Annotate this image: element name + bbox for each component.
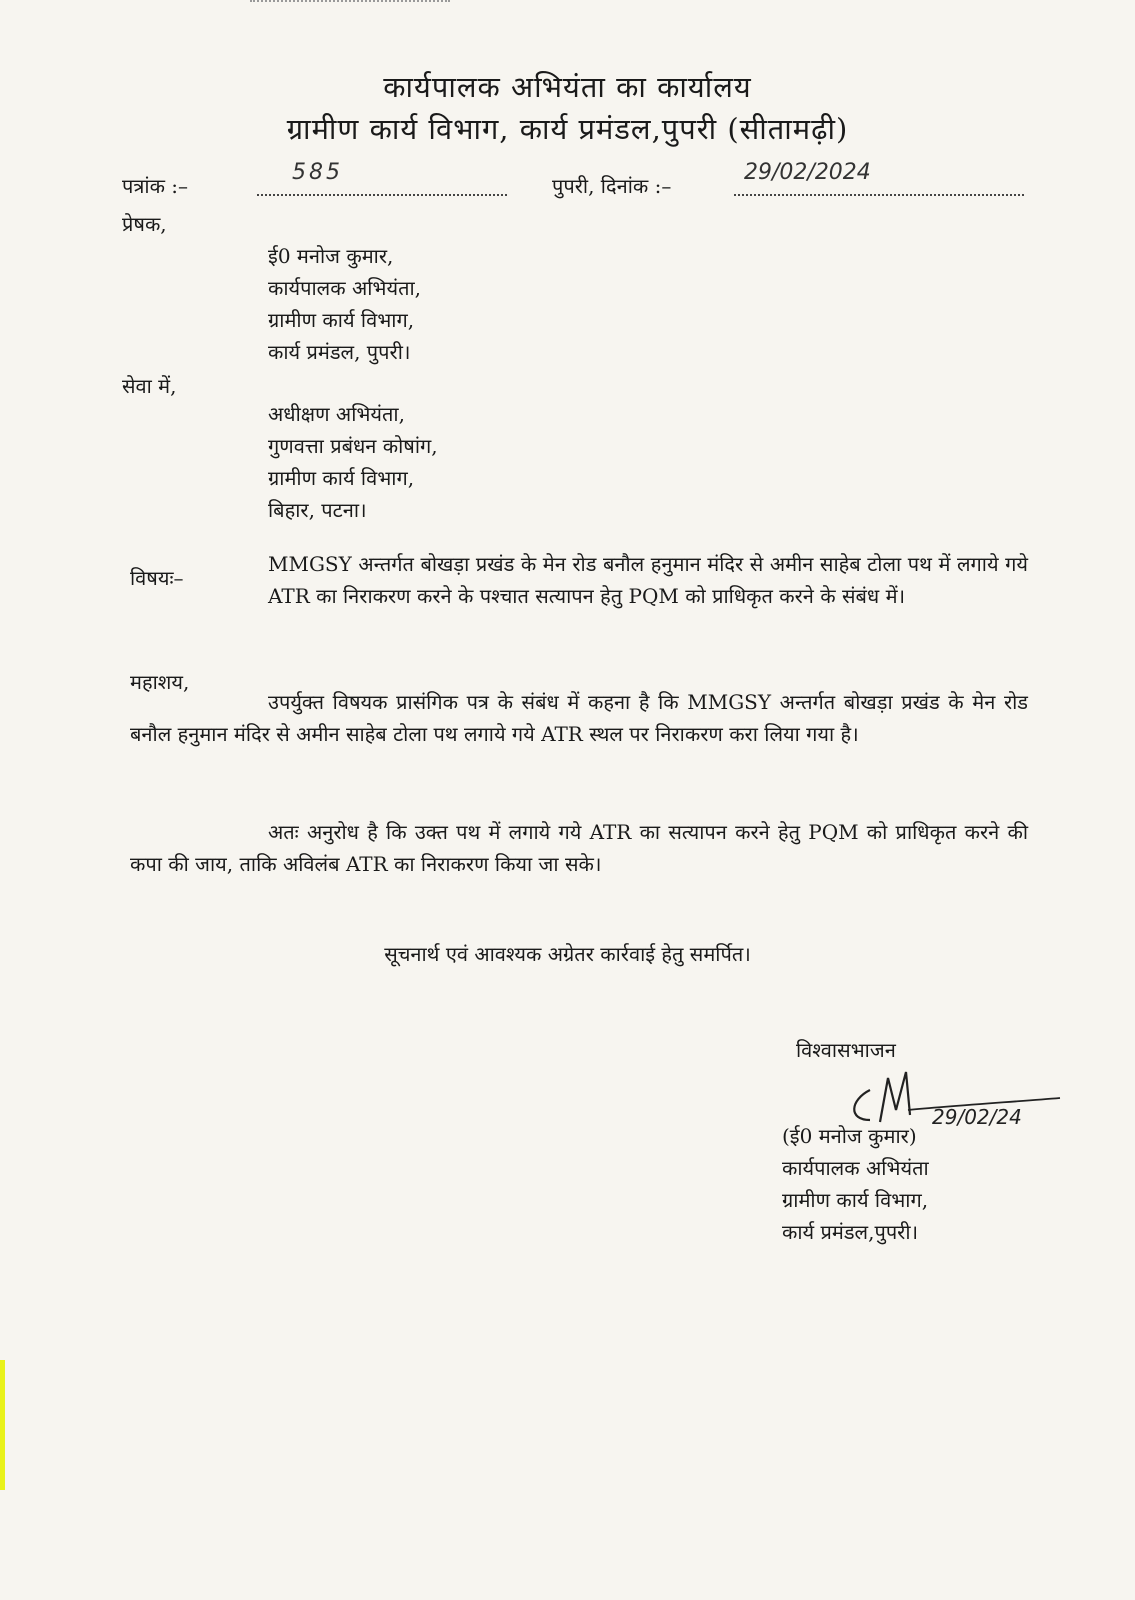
signatory-division: कार्य प्रमंडल,पुपरी। (782, 1220, 919, 1244)
letter-number-handwritten: 585 (292, 160, 343, 185)
subject-text: MMGSY अन्तर्गत बोखड़ा प्रखंड के मेन रोड बनौल हनुमान मंदिर से अमीन साहेब टोला पथ में लगाये गये ATR का निराकरण करने के पश्चात सत्यापन हेतु PQM को प्राधिकृत करने के संबंध में। (268, 552, 1028, 608)
body-paragraph-1: उपर्युक्त विषयक प्रासंगिक पत्र के संबंध में कहना है कि MMGSY अन्तर्गत बोखड़ा प्रखंड के मेन रोड बनौल हनुमान मंदिर से अमीन साहेब टोला पथ लगाये गये ATR स्थल पर निराकरण करा लिया गया है। (130, 690, 1028, 746)
sender-line: ग्रामीण कार्य विभाग, (268, 308, 415, 332)
closing-line: सूचनार्थ एवं आवश्यक अग्रेतर कार्रवाई हेतु समर्पित। (384, 942, 751, 966)
scan-top-artifact (250, 0, 450, 8)
date-label: पुपरी, दिनांक :– (552, 174, 672, 198)
recipient-label: सेवा में, (122, 374, 177, 398)
sender-label: प्रेषक, (122, 212, 167, 236)
signatory-department: ग्रामीण कार्य विभाग, (782, 1188, 929, 1212)
letter-number-label: पत्रांक :– (122, 174, 189, 198)
recipient-line: गुणवत्ता प्रबंधन कोषांग, (268, 434, 438, 458)
office-title: कार्यपालक अभियंता का कार्यालय (383, 70, 752, 104)
sender-line: कार्य प्रमंडल, पुपरी। (268, 340, 411, 364)
subject-label: विषयः– (130, 566, 184, 590)
recipient-line: बिहार, पटना। (268, 498, 367, 522)
signature-date: 29/02/24 (932, 1105, 1022, 1129)
salutation: महाशय, (130, 670, 190, 694)
recipient-line: ग्रामीण कार्य विभाग, (268, 466, 415, 490)
body-paragraph-2: अतः अनुरोध है कि उक्त पथ में लगाये गये ATR का सत्यापन करने हेतु PQM को प्राधिकृत करने की कपा की जाय, ताकि अविलंब ATR का निराकरण किया जा सके। (130, 820, 1028, 876)
signatory-name: (ई0 मनोज कुमार) (782, 1124, 917, 1148)
sender-line: कार्यपालक अभियंता, (268, 276, 422, 300)
handwritten-signature (840, 1060, 1070, 1150)
sender-address (268, 240, 421, 368)
sender-line: ई0 मनोज कुमार, (268, 244, 394, 268)
valediction: विश्वासभाजन (796, 1038, 896, 1062)
date-handwritten: 29/02/2024 (744, 160, 871, 185)
scan-edge-mark (0, 1360, 5, 1490)
recipient-address (268, 398, 438, 526)
recipient-line: अधीक्षण अभियंता, (268, 402, 405, 426)
signatory-designation: कार्यपालक अभियंता (782, 1156, 929, 1180)
department-title: ग्रामीण कार्य विभाग, कार्य प्रमंडल,पुपरी (सीतामढ़ी) (286, 112, 849, 146)
letterhead (0, 66, 1135, 150)
